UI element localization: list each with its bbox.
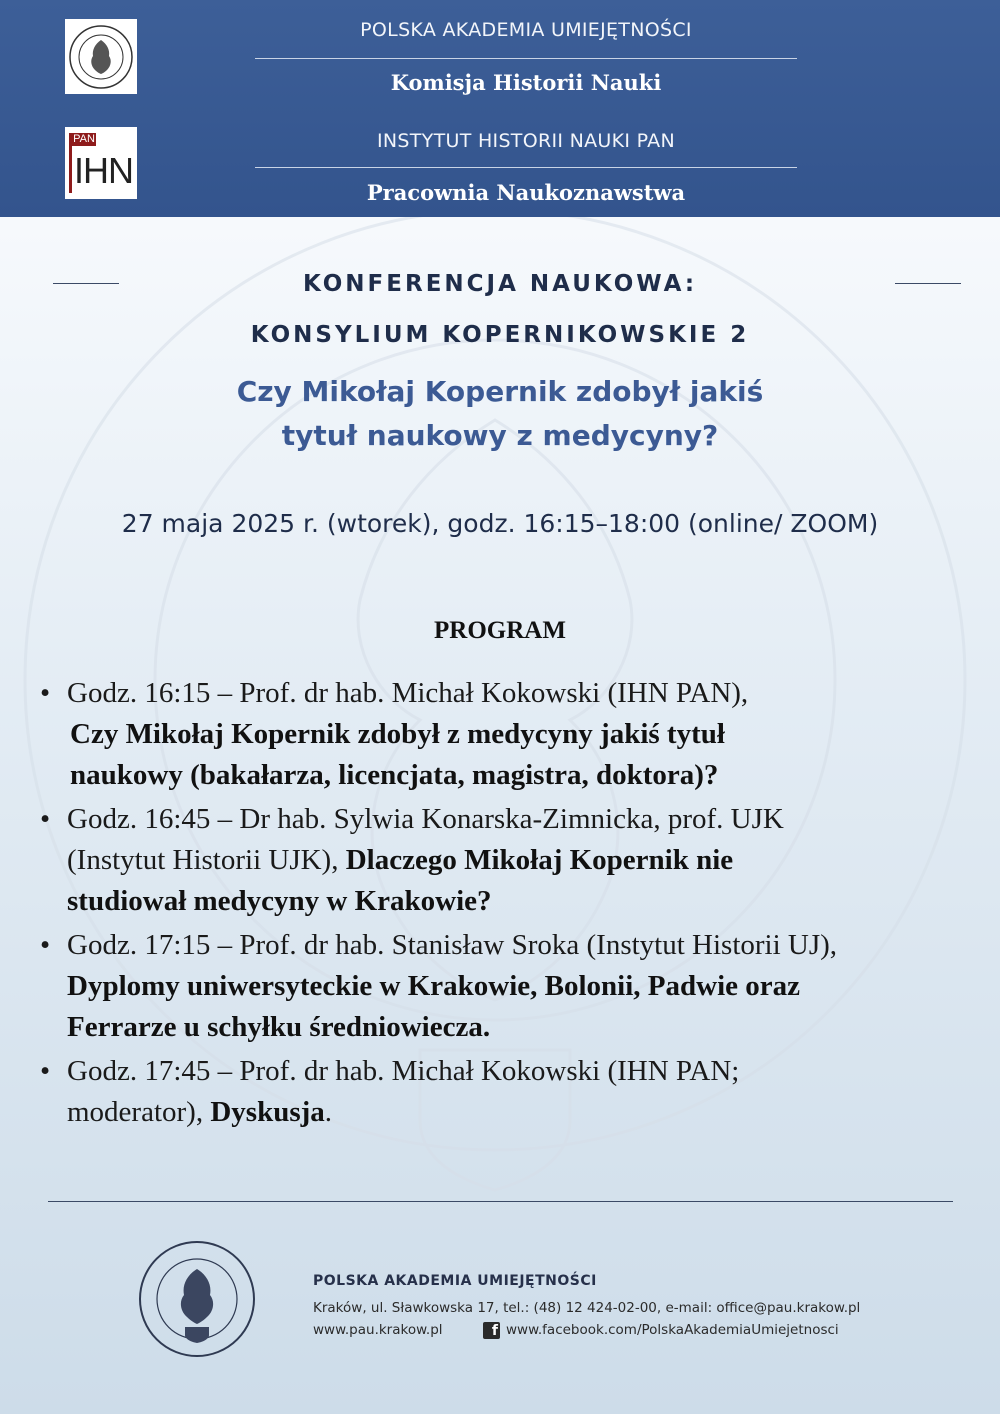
- item-speaker: Godz. 17:15 – Prof. dr hab. Stanisław Sroka (Instytut Historii UJ),: [67, 929, 838, 961]
- header-org1: POLSKA AKADEMIA UMIEJĘTNOŚCI: [360, 19, 692, 41]
- header-commission: Komisja Historii Nauki: [390, 70, 662, 95]
- item-talk-title-line2: studiował medycyny w Krakowie?: [67, 885, 492, 917]
- item-talk-title-line1: Dyplomy uniwersyteckie w Krakowie, Bolonii, Padwie oraz: [67, 970, 801, 1002]
- program-heading: PROGRAM: [434, 617, 566, 644]
- footer-divider: [48, 1201, 953, 1202]
- ihn-logo-pan: PAN: [73, 133, 95, 145]
- item-talk-title-line2: Ferrarze u schyłku średniowiecza.: [67, 1011, 491, 1043]
- bullet: •: [40, 677, 51, 709]
- item-speaker: Godz. 17:45 – Prof. dr hab. Michał Kokowski (IHN PAN;: [67, 1055, 740, 1087]
- conference-subtitle: KONSYLIUM KOPERNIKOWSKIE 2: [250, 322, 750, 348]
- item-speaker: Godz. 16:15 – Prof. dr hab. Michał Kokowski (IHN PAN),: [67, 677, 749, 709]
- program-item: [40, 1051, 970, 1133]
- header-banner: [0, 0, 1000, 217]
- program-item: [40, 925, 970, 1048]
- item-role: moderator),: [67, 1096, 204, 1128]
- bullet: •: [40, 929, 51, 961]
- header-divider-1: [255, 58, 797, 59]
- pau-logo: [65, 19, 137, 94]
- item-talk-title-line1: Dlaczego Mikołaj Kopernik nie: [345, 844, 734, 876]
- program-list: [40, 673, 970, 1136]
- footer-org: POLSKA AKADEMIA UMIEJĘTNOŚCI: [313, 1273, 597, 1289]
- pau-seal-icon: [68, 24, 134, 90]
- item-talk-title: Dyskusja: [210, 1096, 325, 1128]
- title-side-line-right: [895, 283, 961, 284]
- program-item: [40, 799, 970, 922]
- item-talk-title-line2: naukowy (bakałarza, licencjata, magistra, doktora)?: [70, 759, 719, 791]
- header-org2: INSTYTUT HISTORII NAUKI PAN: [377, 130, 675, 152]
- conference-question-line1: Czy Mikołaj Kopernik zdobył jakiś: [236, 375, 764, 408]
- bullet: •: [40, 803, 51, 835]
- item-affiliation: (Instytut Historii UJK),: [67, 844, 339, 876]
- ihn-logo-text: IHN: [74, 150, 133, 191]
- item-speaker: Godz. 16:45 – Dr hab. Sylwia Konarska-Zimnicka, prof. UJK: [67, 803, 784, 835]
- item-talk-title-line1: Czy Mikołaj Kopernik zdobył z medycyny jakiś tytuł: [70, 718, 725, 750]
- footer-facebook-link[interactable]: www.facebook.com/PolskaAkademiaUmiejetnosci: [506, 1322, 839, 1338]
- item-end: .: [324, 1096, 333, 1128]
- conference-question-line2: tytuł naukowy z medycyny?: [281, 419, 719, 452]
- header-lab: Pracownia Naukoznawstwa: [366, 180, 686, 205]
- bullet: •: [40, 1055, 51, 1087]
- facebook-icon[interactable]: f: [483, 1322, 500, 1339]
- footer-website-link[interactable]: www.pau.krakow.pl: [313, 1322, 443, 1338]
- ihn-logo: [65, 127, 137, 199]
- event-date: 27 maja 2025 r. (wtorek), godz. 16:15–18:00 (online/ ZOOM): [121, 509, 879, 538]
- footer-address[interactable]: Kraków, ul. Sławkowska 17, tel.: (48) 12 424-02-00, e-mail: office@pau.krakow.pl: [313, 1300, 861, 1316]
- footer-seal-icon: [137, 1239, 257, 1359]
- program-item: [40, 673, 970, 796]
- header-divider-2: [255, 167, 797, 168]
- conference-title: KONFERENCJA NAUKOWA:: [302, 271, 698, 297]
